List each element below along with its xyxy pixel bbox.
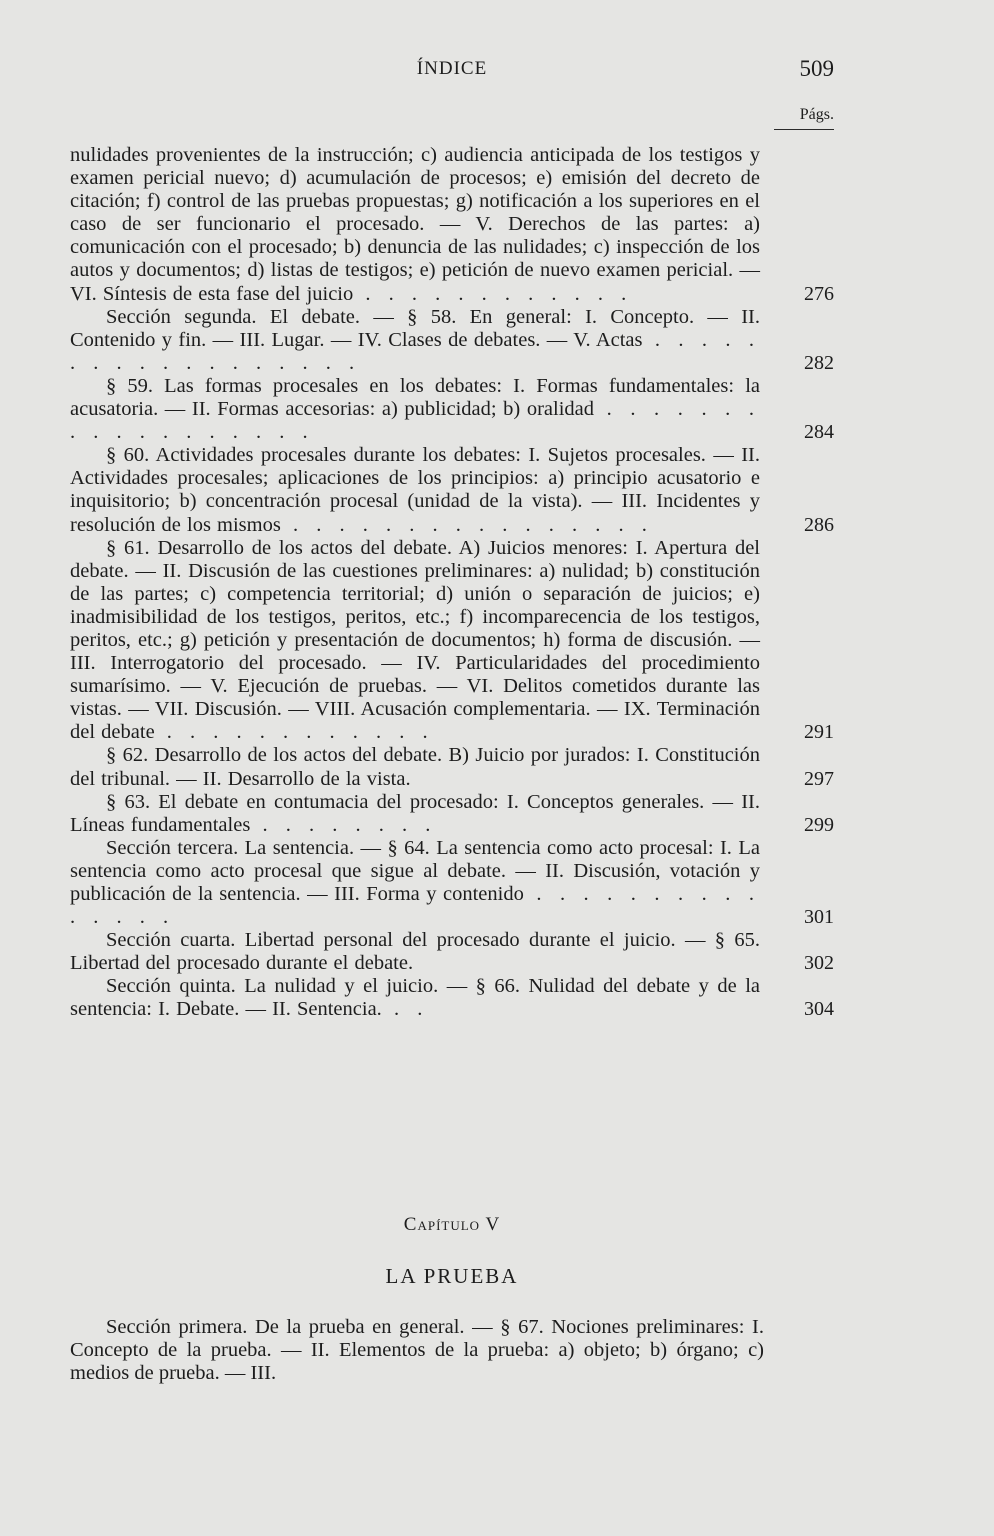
toc-entry-body: Sección cuarta. Libertad personal del procesado durante el juicio. — § 65. Libertad del procesado durante el debate.: [70, 929, 760, 975]
chapter-contents: [70, 1316, 764, 1385]
toc-entry: [70, 537, 834, 745]
toc-leader-dots: . . . . . . . . . . . . . . . . . .: [70, 398, 761, 444]
toc-leader-dots: . . . . . . . . . . . . . . . .: [280, 513, 653, 536]
toc-leader-dots: . . . . . . . . . . . .: [353, 282, 633, 305]
toc-entry: [70, 837, 834, 929]
toc-entry-text: [70, 537, 760, 745]
toc-entry: [70, 375, 834, 444]
toc-page-number: 304: [804, 998, 834, 1021]
toc-entry-body: § 61. Desarrollo de los actos del debate. A) Juicios menores: I. Apertura del debate. — II. Discusión de las cuestiones preliminares: a) nulidad; b) constitución de las partes; c) competencia territorial; d) unión o separación de juicios; e) inadmisibilidad de los testigos, peritos, etc.; f) incomparecencia de los testigos, peritos, etc.; g) petición y presentación de documentos; h) forma de discusión. — III. Interrogatorio del procesado. — IV. Particularidades del procedimiento sumarísimo. — V. Ejecución de pruebas. — VI. Delitos cometidos durante las vistas. — VII. Discusión. — VIII. Acusación complementaria. — IX. Terminación del debate: [70, 536, 760, 744]
toc-entry: [70, 306, 834, 375]
toc-page-number: 276: [804, 282, 834, 305]
toc-entry-body: § 62. Desarrollo de los actos del debate. B) Juicio por jurados: I. Constitución del tribunal. — II. Desarrollo de la vista.: [70, 744, 760, 790]
toc-entry-text: [70, 744, 760, 790]
toc-page-number: 302: [804, 952, 834, 975]
toc-page-number: 299: [804, 813, 834, 836]
toc-entry-body: Sección tercera. La sentencia. — § 64. La sentencia como acto procesal: I. La sentencia como acto procesal que sigue al debate. — II. Discusión, votación y publicación de la sentencia. — III. Forma y contenido: [70, 836, 760, 905]
toc-entry-text: [70, 929, 760, 975]
toc-entry: [70, 444, 834, 536]
chapter-label: Capítulo V: [403, 1214, 501, 1235]
chapter-entry-text: Sección primera. De la prueba en general. — § 67. Nociones preliminares: I. Concepto de la prueba. — II. Elementos de la prueba: a) objeto; b) órgano; c) medios de prueba. — III.: [70, 1316, 764, 1385]
toc-entry-body: Sección segunda. El debate. — § 58. En general: I. Concepto. — II. Contenido y fin. — III. Lugar. — IV. Clases de debates. — V. Actas: [70, 305, 760, 351]
toc-page-number: 282: [804, 351, 834, 374]
toc-entry-body: § 59. Las formas procesales en los debates: I. Formas fundamentales: la acusatoria. — II. Formas accesorias: a) publicidad; b) oralidad: [70, 374, 760, 421]
toc-entry-text: [70, 375, 760, 444]
pags-label: Págs.: [774, 106, 834, 130]
toc-entry: [70, 975, 834, 1021]
toc-entry-body: nulidades provenientes de la instrucción; c) audiencia anticipada de los testigos y examen pericial nuevo; d) acumulación de procesos; e) emisión del decreto de citación; f) control de las pruebas propuestas; g) notificación a los superiores en el caso de ser funcionario el procesado. — V. Derechos de las partes: a) comunicación con el procesado; b) denuncia de las nulidades; c) inspección de los autos y documentos; d) listas de testigos; e) petición de nuevo examen pericial. — VI. Síntesis de esta fase del juicio: [70, 144, 760, 305]
toc-page-number: 301: [804, 906, 834, 929]
toc-entry-body: § 63. El debate en contumacia del procesado: I. Conceptos generales. — II. Líneas fundamentales: [70, 790, 760, 836]
toc-entry-body: § 60. Actividades procesales durante los debates: I. Sujetos procesales. — II. Actividades procesales; aplicaciones de los principios: a) principio acusatorio e inquisitorio; b) concentración procesal (unidad de la vista). — III. Incidentes y resolución de los mismos: [70, 444, 760, 536]
toc-leader-dots: . .: [381, 998, 429, 1021]
toc-page-number: 291: [804, 721, 834, 744]
toc-entry: [70, 144, 834, 306]
toc-entry: [70, 929, 834, 975]
toc-entry-text: [70, 975, 760, 1021]
toc-entry-text: [70, 144, 760, 306]
toc-leader-dots: . . . . . . . .: [250, 813, 437, 836]
chapter-title: LA PRUEBA: [385, 1264, 519, 1288]
toc-page-number: 297: [804, 767, 834, 790]
toc-entry-text: [70, 444, 760, 536]
toc-leader-dots: . . . . . . . . . . . . . . . . . .: [70, 328, 761, 374]
toc-leader-dots: . . . . . . . . . . . .: [154, 721, 434, 744]
toc-page-number: 284: [804, 421, 834, 444]
running-head-title: ÍNDICE: [416, 58, 488, 79]
table-of-contents: [70, 144, 834, 1022]
running-head: [70, 58, 834, 88]
toc-leader-dots: . . . . . . . . . . . . . . .: [70, 883, 760, 929]
toc-entry-body: Sección quinta. La nulidad y el juicio. — § 66. Nulidad del debate y de la sentencia: I. Debate. — II. Sentencia.: [70, 975, 760, 1021]
toc-entry-text: [70, 837, 760, 929]
toc-entry: [70, 791, 834, 837]
toc-entry-text: [70, 791, 760, 837]
toc-entry: [70, 744, 834, 790]
toc-page-number: 286: [804, 513, 834, 536]
page-number: 509: [799, 56, 834, 81]
toc-entry-text: [70, 306, 760, 375]
